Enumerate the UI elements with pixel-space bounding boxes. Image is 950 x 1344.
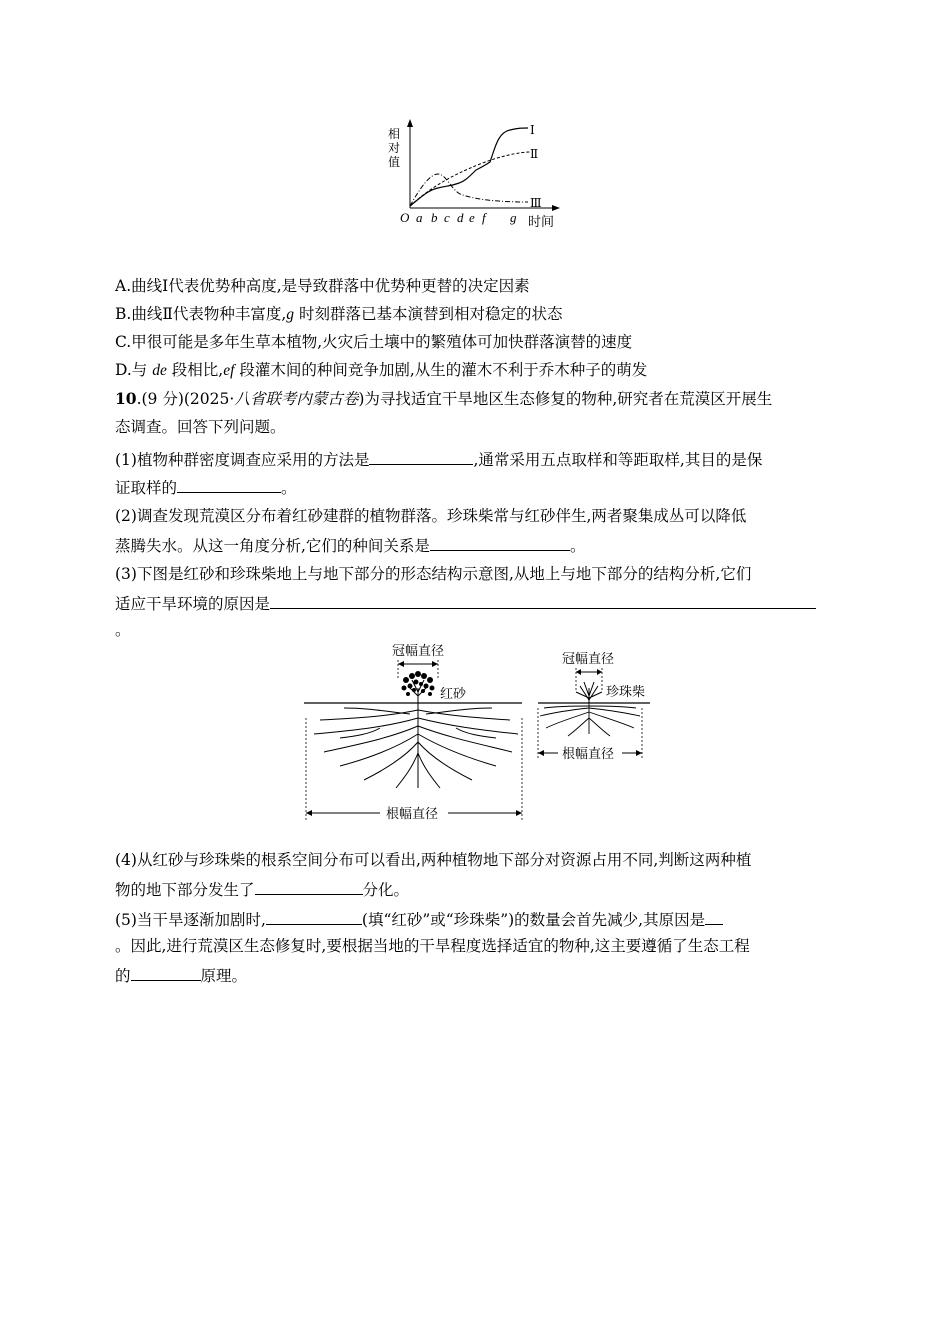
tick-b: b <box>431 210 438 225</box>
crown-arrow-right-b <box>597 669 602 675</box>
crown-arrow-right-a <box>576 669 581 675</box>
plant-label-right: 珍珠柴 <box>606 684 646 699</box>
q10-part3-line2: 适应干旱环境的原因是 <box>115 592 816 614</box>
tick-f: f <box>482 210 486 225</box>
answer-blank-3[interactable] <box>270 592 816 609</box>
option-b: B.曲线Ⅱ代表物种丰富度,g 时刻群落已基本演替到相对稳定的状态 <box>115 305 563 323</box>
curve-1 <box>410 128 528 206</box>
q10-part5-line3: 的 原理。 <box>115 964 247 986</box>
crown-label-left: 冠幅直径 <box>392 643 445 658</box>
curve-3 <box>410 174 528 206</box>
answer-blank-5a[interactable] <box>266 908 362 925</box>
q10-part4-line2: 物的地下部分发生了 分化。 <box>115 878 409 900</box>
hongsha-roots <box>314 703 518 788</box>
q10-part1-line1: (1)植物种群密度调查应采用的方法是 ,通常采用五点取样和等距取样,其目的是保 <box>115 448 762 470</box>
answer-blank-5c[interactable] <box>131 964 201 981</box>
root-arrow-left-a <box>306 810 312 816</box>
curve-label-1: Ⅰ <box>530 123 535 137</box>
root-label-right: 根幅直径 <box>562 746 615 761</box>
q10-intro-line2: 态调查。回答下列问题。 <box>115 418 286 436</box>
q10-part5-line1: (5)当干旱逐渐加剧时, (填“红砂”或“珍珠柴”)的数量会首先减少,其原因是 <box>115 908 723 930</box>
answer-blank-4[interactable] <box>255 878 363 895</box>
q10-part4-line1: (4)从红砂与珍珠柴的根系空间分布可以看出,两种植物地下部分对资源占用不同,判断这两种植 <box>115 851 752 869</box>
q10-part3-line1: (3)下图是红砂和珍珠柴地上与地下部分的形态结构示意图,从地上与地下部分的结构分析,它们 <box>115 565 752 583</box>
tick-a: a <box>416 210 423 225</box>
q10-part3-line3: 。 <box>115 621 131 639</box>
option-a: A.曲线Ⅰ代表优势种高度,是导致群落中优势种更替的决定因素 <box>115 277 530 295</box>
root-structure-figure <box>300 638 660 828</box>
graph-origin: O <box>400 210 410 225</box>
q10-part2-line2: 蒸腾失水。从这一角度分析,它们的种间关系是 。 <box>115 534 585 556</box>
tick-e: e <box>469 210 475 225</box>
root-label-left: 根幅直径 <box>386 806 439 821</box>
crown-label-right: 冠幅直径 <box>562 651 615 666</box>
community-succession-graph <box>380 118 580 233</box>
option-c: C.甲很可能是多年生草本植物,火灾后土壤中的繁殖体可加快群落演替的速度 <box>115 333 633 351</box>
q10-part2-line1: (2)调查发现荒漠区分布着红砂建群的植物群落。珍珠柴常与红砂伴生,两者聚集成丛可以降低 <box>115 507 747 525</box>
root-arrow-left-b <box>516 810 522 816</box>
answer-blank-1b[interactable] <box>177 476 281 493</box>
tick-g: g <box>510 210 517 225</box>
option-d: D.与 de 段相比,ef 段灌木间的种间竞争加剧,从生的灌木不利于乔木种子的萌发 <box>115 361 648 379</box>
graph-y-arrow <box>407 119 413 127</box>
answer-blank-2[interactable] <box>430 534 570 551</box>
answer-blank-5b[interactable] <box>705 908 723 925</box>
curve-label-2: Ⅱ <box>530 147 539 161</box>
graph-x-arrow <box>552 205 560 211</box>
root-arrow-right-b <box>636 750 642 756</box>
tick-d: d <box>457 210 464 225</box>
root-arrow-right-a <box>538 750 544 756</box>
curve-label-3: Ⅲ <box>530 196 542 210</box>
q10-intro-line1: 10.(9 分)(2025·八省联考内蒙古卷)为寻找适宜干旱地区生态修复的物种,研究者在荒漠区开展生 <box>115 389 773 408</box>
tick-c: c <box>444 210 450 225</box>
q10-part5-line2: 。因此,进行荒漠区生态修复时,要根据当地的干旱程度选择适宜的物种,这主要遵循了生态工程 <box>115 937 750 955</box>
graph-ylabel: 相对值 <box>388 127 401 169</box>
crown-arrow-left-b <box>432 661 438 667</box>
zhenzhuchai-roots <box>540 703 640 736</box>
answer-blank-1a[interactable] <box>369 448 473 465</box>
q10-part1-line2: 证取样的 。 <box>115 476 297 498</box>
graph-xlabel: 时间 <box>528 214 555 229</box>
plant-label-left: 红砂 <box>440 686 467 701</box>
zhenzhuchai-shoot <box>576 682 602 703</box>
crown-arrow-left-a <box>398 661 404 667</box>
